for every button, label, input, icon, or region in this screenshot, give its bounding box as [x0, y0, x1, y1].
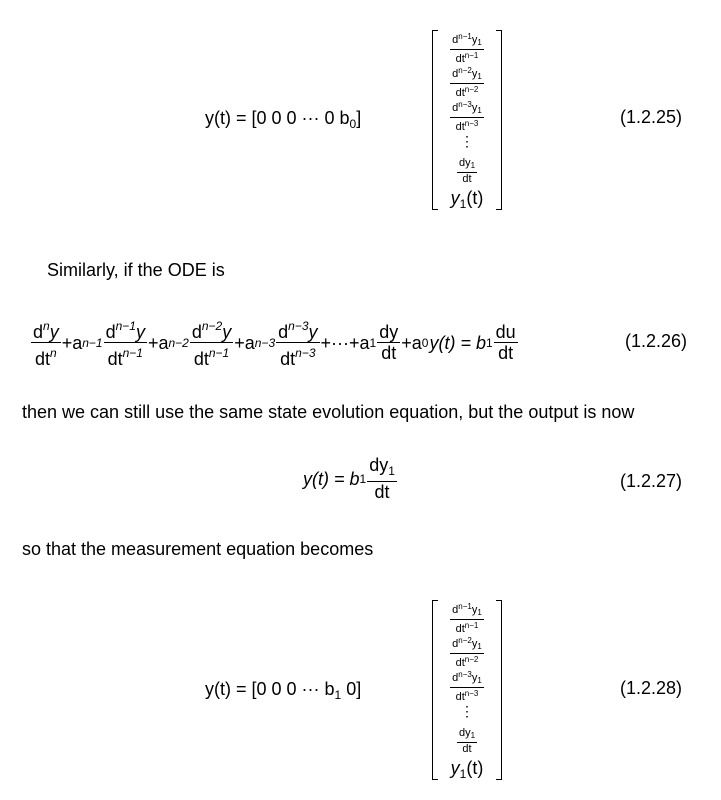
- row-den: dt: [455, 121, 465, 133]
- row-sub: 1: [477, 676, 482, 685]
- row-sub: 1: [477, 608, 482, 617]
- ode-a0-tail: y(t) = b: [429, 332, 486, 353]
- row-den: dt: [455, 657, 465, 669]
- row-d: d: [452, 604, 459, 616]
- t2-num: d: [105, 322, 116, 342]
- ode-term-2: [104, 316, 147, 369]
- ode-a4-sub: 1: [369, 335, 377, 350]
- vector-row-1: [450, 31, 484, 65]
- t4-num: d: [278, 322, 289, 342]
- eq-1227: [303, 455, 398, 502]
- eq-1228-number: (1.2.28): [620, 678, 683, 698]
- row-d: d: [452, 34, 459, 46]
- last-tail: (t): [466, 758, 484, 778]
- left-bracket: [432, 30, 438, 210]
- row-den-sup: n−1: [464, 51, 479, 60]
- eq-1228-tail: 0]: [341, 679, 362, 699]
- eq-1227-den: dt: [374, 482, 390, 502]
- eq-1228-lhs: [205, 678, 361, 706]
- eq-1228-vector: [432, 600, 502, 780]
- vertical-ellipsis: ⋮: [460, 703, 474, 719]
- eq-1226-ode: [30, 316, 519, 369]
- paragraph-so-that: so that the measurement equation becomes: [22, 539, 374, 559]
- t3-num-var: y: [222, 322, 232, 342]
- vector-last-row: [451, 187, 484, 215]
- row-sub: 1: [477, 642, 482, 651]
- last-sub: 1: [459, 197, 467, 211]
- eq-1225-close: ]: [356, 108, 362, 128]
- row-sub: 1: [477, 72, 482, 81]
- vertical-ellipsis: ⋮: [460, 133, 474, 149]
- paragraph-similarly: Similarly, if the ODE is: [47, 260, 225, 280]
- last-tail: (t): [466, 188, 484, 208]
- last-sub: 1: [459, 767, 467, 781]
- state-vector: [440, 31, 494, 215]
- row-var: y: [471, 102, 478, 114]
- vector-row-den: [454, 50, 481, 65]
- eq-1225-vector: [432, 30, 502, 210]
- ode-a1-sub: n−1: [82, 335, 103, 350]
- vector-dy-row: [457, 157, 477, 185]
- vector-row-2: [450, 65, 484, 99]
- vector-row-1: [450, 601, 484, 635]
- eq-1227-number: (1.2.27): [620, 471, 683, 491]
- row-d: d: [452, 68, 459, 80]
- t3-num: d: [191, 322, 202, 342]
- t5-den: dt: [381, 343, 397, 363]
- last-var: y: [450, 758, 460, 778]
- t2-num-var: y: [135, 322, 145, 342]
- row-den-sup: n−2: [464, 655, 479, 664]
- ode-a3-sub: n−3: [254, 335, 276, 350]
- vector-row-2: [450, 635, 484, 669]
- t1-num: d: [33, 322, 44, 342]
- vector-last-row: [451, 757, 484, 785]
- row-den: dt: [455, 623, 465, 635]
- dy-num-text: dy: [458, 727, 471, 739]
- vector-row-num: [450, 65, 484, 84]
- row-d: d: [452, 638, 459, 650]
- dy-num: [457, 727, 477, 743]
- t3-den-sup: n−1: [208, 346, 230, 360]
- eq-1227-lhs: y(t) = b: [303, 468, 360, 489]
- row-num-sup: n−1: [458, 602, 472, 611]
- row-num-sup: n−3: [458, 100, 472, 109]
- vector-row-num: [450, 99, 484, 118]
- t4-num-var: y: [308, 322, 318, 342]
- dy-sub: 1: [470, 161, 476, 170]
- row-var: y: [471, 604, 478, 616]
- eq-1227-b-sub: 1: [359, 471, 367, 486]
- ode-term-5: [377, 322, 400, 363]
- row-var: y: [471, 34, 478, 46]
- eq-1225-b-sub: 0: [349, 117, 357, 131]
- row-sub: 1: [477, 38, 482, 47]
- vector-row-3: [450, 669, 484, 703]
- ode-a2-sub: n−2: [168, 335, 189, 350]
- ode-term-3: [190, 316, 233, 369]
- t2-den-sup: n−1: [122, 346, 143, 360]
- dy-sub: 1: [470, 731, 476, 740]
- eq-1228-b-sub: 1: [334, 688, 342, 702]
- t3-den: dt: [193, 349, 209, 369]
- row-num-sup: n−3: [458, 670, 472, 679]
- t1-num-sup: n: [43, 319, 50, 333]
- vector-row-num: [450, 669, 484, 688]
- row-den: dt: [455, 691, 465, 703]
- row-num-sup: n−1: [458, 32, 472, 41]
- ode-a3: +a: [234, 332, 255, 353]
- row-den-sup: n−2: [464, 85, 479, 94]
- t4-num-sup: n−3: [288, 319, 309, 333]
- vector-row-den: [454, 620, 481, 635]
- t1-num-var: y: [49, 322, 59, 342]
- t5-num: dy: [379, 322, 399, 342]
- ode-a0: +a: [401, 332, 422, 353]
- dy-den: dt: [462, 743, 472, 755]
- ode-b-sub: 1: [485, 335, 493, 350]
- row-var: y: [471, 68, 478, 80]
- row-d: d: [452, 672, 459, 684]
- eq-1227-num: dy: [369, 455, 389, 475]
- eq-1225-number: (1.2.25): [620, 107, 683, 127]
- last-var: y: [450, 188, 460, 208]
- t6-num: du: [495, 322, 516, 342]
- eq-1225-lhs: [205, 107, 361, 135]
- ode-a0-sub: 0: [421, 335, 429, 350]
- eq-1227-frac: [367, 455, 397, 502]
- row-num-sup: n−2: [458, 66, 472, 75]
- row-num-sup: n−2: [458, 636, 472, 645]
- row-var: y: [471, 672, 478, 684]
- dy-den: dt: [462, 173, 472, 185]
- ode-term-1: [31, 316, 61, 369]
- row-den: dt: [455, 53, 465, 65]
- paragraph-then: then we can still use the same state evolution equation, but the output is now: [22, 402, 635, 422]
- ode-a1: +a: [61, 332, 83, 353]
- row-den: dt: [455, 87, 465, 99]
- ode-term-6: [494, 322, 518, 363]
- eq-1225-lhs-text: y(t) = [0 0 0 ··· 0 b: [205, 108, 350, 128]
- row-d: d: [452, 102, 459, 114]
- t4-den-sup: n−3: [295, 346, 316, 360]
- row-den-sup: n−3: [464, 119, 479, 128]
- t1-den: dt: [35, 349, 51, 369]
- t2-den: dt: [107, 349, 123, 369]
- row-sub: 1: [477, 106, 482, 115]
- vector-row-den: [454, 84, 481, 99]
- dy-num-text: dy: [458, 157, 471, 169]
- vector-dy-row: [457, 727, 477, 755]
- eq-1226-number: (1.2.26): [625, 331, 688, 351]
- left-bracket: [432, 600, 438, 780]
- eq-1228-lhs-text: y(t) = [0 0 0 ··· b: [205, 679, 335, 699]
- right-bracket: [496, 600, 502, 780]
- vector-row-den: [454, 654, 481, 669]
- vector-row-den: [454, 118, 481, 133]
- ode-dots: +···+a: [320, 332, 370, 353]
- vector-row-num: [450, 635, 484, 654]
- vector-row-den: [454, 688, 481, 703]
- ode-term-4: [276, 316, 319, 369]
- state-vector: [440, 601, 494, 785]
- row-den-sup: n−3: [464, 689, 479, 698]
- vector-row-num: [450, 31, 484, 50]
- dy-num: [457, 157, 477, 173]
- t3-num-sup: n−2: [201, 319, 223, 333]
- right-bracket: [496, 30, 502, 210]
- vector-row-3: [450, 99, 484, 133]
- vector-row-num: [450, 601, 484, 620]
- row-den-sup: n−1: [464, 621, 479, 630]
- t2-num-sup: n−1: [115, 319, 136, 333]
- t1-den-sup: n: [50, 346, 57, 360]
- eq-1227-num-sub: 1: [388, 464, 395, 478]
- row-var: y: [471, 638, 478, 650]
- t4-den: dt: [280, 349, 296, 369]
- ode-a2: +a: [147, 332, 169, 353]
- t6-den: dt: [498, 343, 514, 363]
